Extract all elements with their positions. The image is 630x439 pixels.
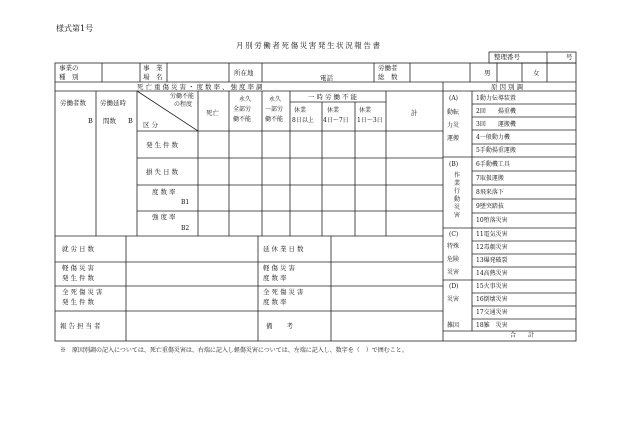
diag-bottom: 区分 [143,121,160,129]
group-b-char-5: 災 [454,204,461,211]
business-type-label-2: 種 別 [59,73,79,81]
seiri-unit: 号 [566,53,573,61]
row-severity: 強度率 [152,213,178,221]
col-perm-all-3: 働不能 [233,116,252,123]
seiri-label: 整理番号 [494,53,520,61]
group-b-char-2: 業 [454,180,461,187]
group-c-mark: (C) [449,231,459,238]
cause-item: 13爆発破裂 [476,257,508,264]
minor-count-label-2: 発生件数 [62,274,96,282]
group-b-char-6: 害 [454,212,461,219]
cause-item: 2回 揚重機 [476,108,516,115]
group-b-mark: (B) [449,161,459,168]
diag-top: 労働不能 [170,93,195,100]
col-hours-mark: B [128,117,133,125]
col-workers: 労働者数 [60,99,86,107]
group-d-line-1: 災害 [447,296,460,303]
all-rate-label-2: 度数率 [263,298,289,306]
cause-item: 14高熱災害 [476,270,508,277]
row-frequency-sub: B1 [181,199,190,206]
all-count-label-2: 発生件数 [62,298,96,306]
col-perm-all: 永久 [239,96,252,103]
cause-item: 17交通災害 [476,309,508,316]
group-b-char-1: 作 [454,172,461,179]
phone-label: 電話 [320,74,333,82]
cause-item: 1動力伝導装置 [476,95,516,102]
cause-item: 18雑 災害 [476,322,508,329]
group-a-line-1: 動転 [447,109,460,116]
minor-count-label: 軽傷災害 [62,264,96,272]
group-b-char-3: 行 [454,188,461,195]
group-c-line-1: 特殊 [447,243,460,250]
all-count-label: 全死傷災害 [62,288,105,296]
section-right-title: 原因別調 [491,83,525,91]
col-temp-2: 休業 [327,107,340,114]
cause-total: 合 計 [510,332,535,339]
row-lost-days: 損失日数 [146,168,180,176]
col-hours: 労働延時 [100,99,126,107]
male-label: 男 [484,69,491,77]
cause-item: 4一般動力機 [476,134,510,141]
workers-total-label: 労働者 [378,64,398,72]
group-a-line-2: 力災 [447,122,460,129]
group-a-mark: (A) [449,95,459,102]
cause-item: 8飛来落下 [476,189,504,196]
col-temp-3b: 1日〜3日 [357,117,383,124]
cause-item: 12毒劇災害 [476,244,508,251]
reporter-label: 報告担当者 [60,322,103,330]
col-workers-mark: B [88,117,93,125]
cause-item: 9墜突踏抜 [476,203,504,210]
col-hours-2: 間数 [103,117,116,125]
cause-item: 10堕落災害 [476,217,508,224]
workers-total-label-2: 総 数 [378,73,398,81]
cause-item: 16倒壊災害 [476,296,508,303]
all-rate-label: 全死傷災害 [263,288,306,296]
female-label: 女 [533,69,540,77]
row-occurrences: 発生件数 [146,141,180,149]
minor-rate-label-2: 度数率 [263,274,289,282]
col-perm-part: 永久 [269,96,282,103]
col-temp: 一時労働不能 [308,93,359,101]
group-d-line-2: 雑因 [447,322,460,329]
cause-item: 11電気災害 [476,231,508,238]
cause-item: 6手動機工具 [476,161,510,168]
col-total: 計 [411,109,418,117]
group-c-line-2: 危険 [447,256,460,263]
col-perm-part-2: 一部労 [265,106,284,113]
row-frequency: 度数率 [152,188,178,196]
col-death: 死亡 [206,109,219,117]
col-temp-1: 休業 [294,107,307,114]
form-title: 月別労働者死傷災害発生状況報告書 [236,41,382,50]
group-a-line-3: 運搬 [447,135,460,142]
col-temp-2b: 4日〜7日 [323,117,349,124]
cause-item: 5手動揚重運搬 [476,147,516,154]
cause-item: 15火事災害 [476,283,508,290]
address-label: 所在地 [234,69,254,77]
working-days-label: 就労日数 [62,245,96,253]
form-id: 様式第1号 [56,24,94,33]
col-perm-all-2: 全部労 [233,106,252,113]
col-temp-1b: 8日以上 [292,117,314,124]
business-type-label: 事業の [59,64,79,72]
group-d-mark: (D) [449,283,459,290]
col-temp-3: 休業 [359,107,372,114]
cause-item: 7取扱運搬 [476,175,504,182]
row-severity-sub: B2 [181,225,190,232]
minor-rate-label: 軽傷災害 [263,264,297,272]
site-name-label-2: 場 名 [143,73,163,81]
cause-item: 3回 運搬機 [476,121,516,128]
diag-top-2: の程度 [174,101,193,108]
group-c-line-3: 災害 [447,269,460,276]
site-name-label: 事 業 [143,64,163,72]
section-left-title: 死亡重傷災害・度数率、強度率調 [137,83,265,91]
remarks-label: 備考 [266,322,307,330]
group-b-char-4: 動 [454,196,461,203]
col-perm-part-3: 働不能 [265,116,284,123]
footnote: ※ 原因別調の記入については、死亡重傷災害は、右端に記入し軽傷災害については、左端に記入し、数字を（ ）で囲むこと。 [60,347,408,354]
leave-days-label: 延休業日数 [263,245,306,253]
